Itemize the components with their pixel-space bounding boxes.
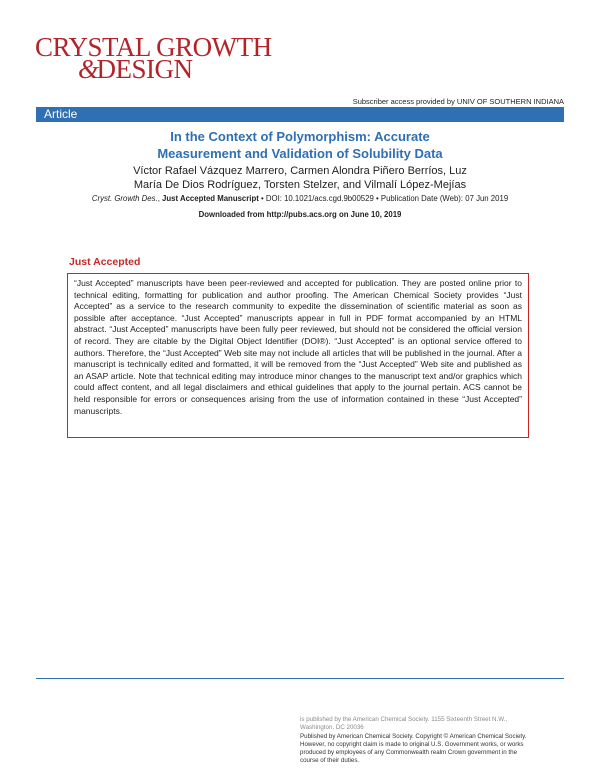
journal-logo-ampersand: & bbox=[78, 54, 99, 84]
footer-divider bbox=[36, 678, 564, 679]
download-note: Downloaded from http://pubs.acs.org on June 10, 2019 bbox=[198, 210, 402, 219]
author-list-line2: María De Dios Rodríguez, Torsten Stelzer, and Vilmalí López-Mejías bbox=[133, 179, 467, 191]
author-list-line1: Víctor Rafael Vázquez Marrero, Carmen Alondra Piñero Berríos, Luz bbox=[133, 165, 467, 177]
subscriber-access-note: Subscriber access provided by UNIV OF SOUTHERN INDIANA bbox=[352, 97, 564, 106]
just-accepted-body: “Just Accepted” manuscripts have been peer-reviewed and accepted for publication. They are posted online prior to technical editing, formatting for publication and author proofing. The American Chemical Society provides “Just Accepted” as a service to the research community to expedite the dissemination of scientific material as soon as possible after acceptance. “Just Accepted” manuscripts appear in full in PDF format accompanied by an HTML abstract. “Just Accepted” manuscripts have been fully peer reviewed, but should not be considered the official version of record. They are citable by the Digital Object Identifier (DOI®). “Just Accepted” is an optional service offered to authors. Therefore, the “Just Accepted” Web site may not include all articles that will be published in the journal. After a manuscript is technically edited and formatted, it will be removed from the “Just Accepted” Web site and published as an ASAP article. Note that technical editing may introduce minor changes to the manuscript text and/or graphics which could affect content, and all legal disclaimers and ethical guidelines that apply to the journal pertain. ACS cannot be held responsible for errors or consequences arising from the use of information contained in these “Just Accepted” manuscripts. bbox=[74, 278, 522, 416]
article-title-line2: Measurement and Validation of Solubility Data bbox=[157, 146, 443, 161]
article-type-bar bbox=[36, 107, 564, 122]
article-title-line1: In the Context of Polymorphism: Accurate bbox=[170, 129, 430, 144]
citation-status: Just Accepted Manuscript bbox=[162, 194, 259, 203]
journal-logo-line2 bbox=[78, 56, 193, 83]
article-type-label: Article bbox=[44, 107, 78, 121]
citation-journal: Cryst. Growth Des. bbox=[91, 194, 158, 203]
footer-publisher-note: is published by the American Chemical Society. 1155 Sixteenth Street N.W., Washington, DC 20036 bbox=[300, 716, 508, 731]
journal-logo-design: DESIGN bbox=[96, 54, 193, 84]
article-title bbox=[36, 128, 564, 162]
citation-line bbox=[36, 194, 564, 203]
author-list bbox=[36, 164, 564, 192]
citation-doi-date: • DOI: 10.1021/acs.cgd.9b00529 • Publication Date (Web): 07 Jun 2019 bbox=[258, 194, 509, 203]
journal-logo-line1: CRYSTAL GROWTH bbox=[35, 32, 272, 62]
footer-copyright-note: Published by American Chemical Society. Copyright © American Chemical Society. However, no copyright claim is made to original U.S. Government works, or works produced by employees of any Commonwealth realm Crown government in the course of their duties. bbox=[300, 733, 527, 764]
just-accepted-heading: Just Accepted bbox=[69, 256, 141, 268]
citation-separator: , bbox=[157, 194, 163, 203]
just-accepted-notice bbox=[67, 273, 529, 438]
